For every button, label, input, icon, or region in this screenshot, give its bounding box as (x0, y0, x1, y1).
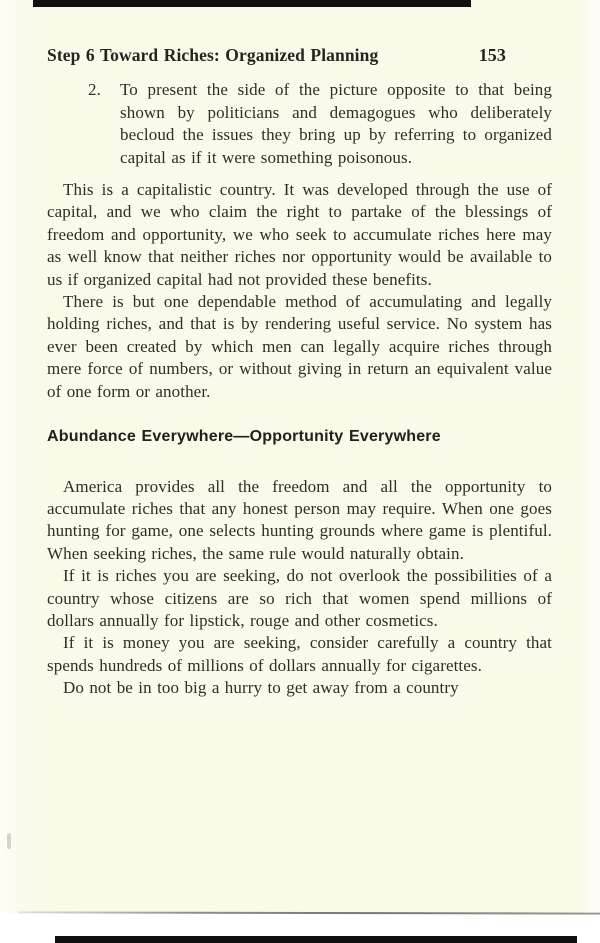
page-left-edge-shading (0, 0, 26, 913)
list-item-text: To present the side of the picture opposite to that being shown by politicians and demagogues who deliberately becloud the issues they bring up by referring to organized capital as if it were something poisonous. (120, 80, 552, 167)
paragraph: This is a capitalistic country. It was developed through the use of capital, and we who claim the right to partake of the blessings of freedom and opportunity, we who seek to accumulate riches here may as well know that neither riches nor opportunity would be available to us if organized capital had not provided these benefits. (47, 180, 552, 289)
scanner-artifact-bar-bottom (55, 936, 577, 943)
section-heading: Abundance Everywhere—Opportunity Everywhere (47, 428, 441, 446)
page-content (47, 44, 552, 700)
paragraph: America provides all the freedom and all the opportunity to accumulate riches that any honest person may require. When one goes hunting for game, one selects hunting grounds where game is plentiful. When seeking riches, the same rule would naturally obtain. (47, 476, 552, 563)
scan-smudge (7, 833, 11, 849)
scanner-artifact-bar-top (33, 0, 471, 7)
paragraph: If it is money you are seeking, consider carefully a country that spends hundreds of millions of dollars annually for cigarettes. (47, 633, 552, 675)
page-number: 153 (478, 45, 506, 65)
paragraph: There is but one dependable method of accumulating and legally holding riches, and that is by rendering useful service. No system has ever been created by which men can legally acquire riches through mere force of numbers, or without giving in return an equivalent value of one form or another. (47, 292, 552, 401)
running-header (47, 44, 552, 66)
chapter-title: Step 6 Toward Riches: Organized Planning (47, 45, 379, 65)
page-right-edge-shading (582, 0, 600, 913)
list-item-number: 2. (88, 80, 101, 100)
paragraph: Do not be in too big a hurry to get away from a country (63, 678, 459, 698)
numbered-list-item (47, 79, 552, 169)
paragraph: If it is riches you are seeking, do not overlook the possibilities of a country whose citizens are so rich that women spend millions of dollars annually for lipstick, rouge and other cosmetics. (47, 566, 552, 630)
page-bottom-edge-line (18, 911, 600, 914)
